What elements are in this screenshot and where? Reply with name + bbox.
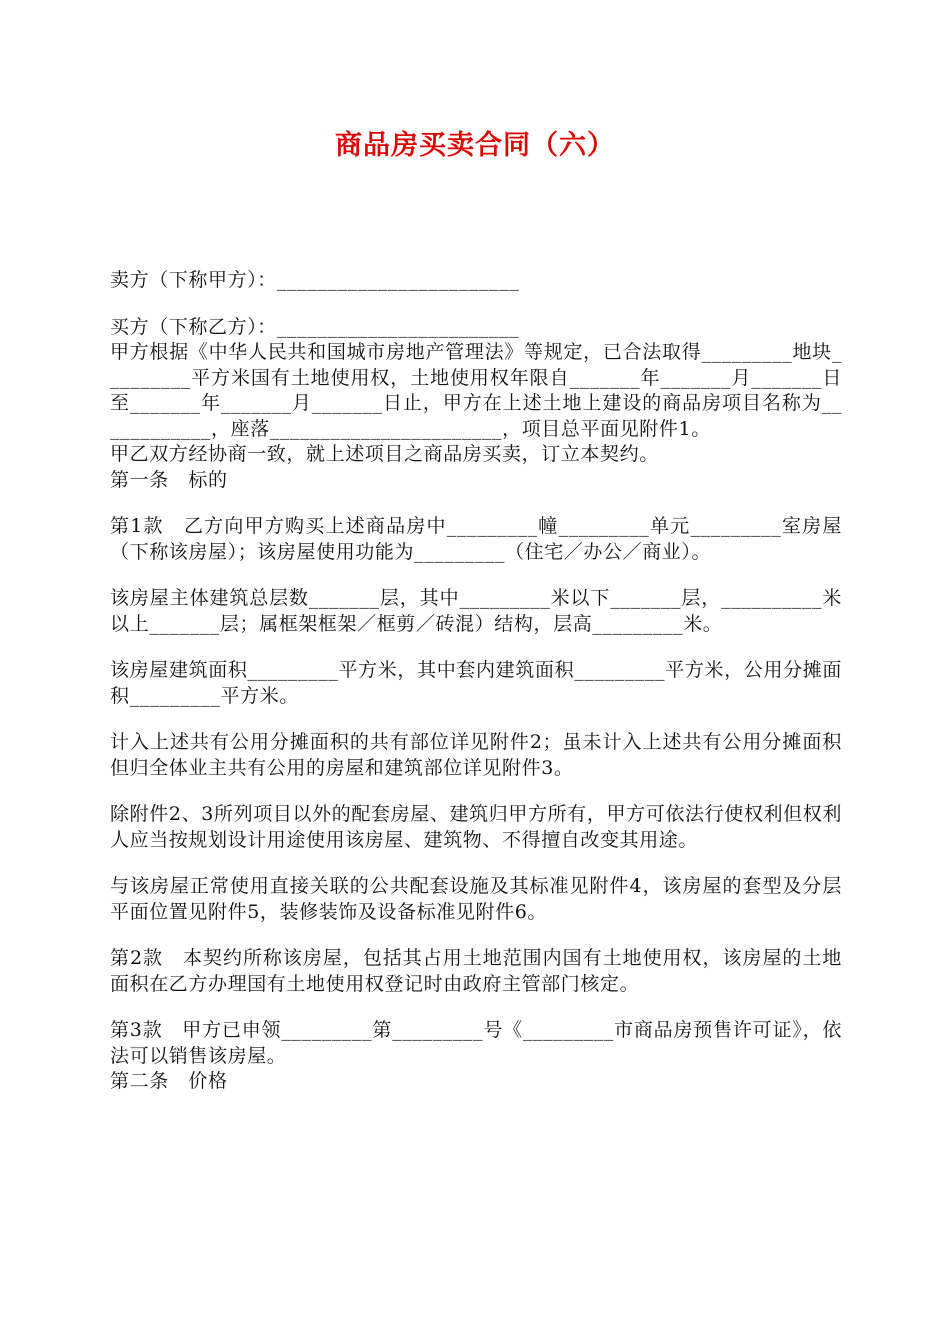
paragraph-gap <box>110 493 842 514</box>
paragraph-gap <box>110 997 842 1018</box>
clause-3-paragraph: 第3款 甲方已申领_________第_________号《_________市商品房预售许可证》，依法可以销售该房屋。 <box>110 1019 842 1067</box>
facilities-paragraph: 与该房屋正常使用直接关联的公共配套设施及其标准见附件4，该房屋的套型及分层平面位置见附件5，装修装饰及设备标准见附件6。 <box>110 875 842 923</box>
document-body <box>110 268 842 1095</box>
clause-1-paragraph: 第1款 乙方向甲方购买上述商品房中_________幢_________单元_________室房屋（下称该房屋）；该房屋使用功能为_________（住宅／办公／商业）。 <box>110 515 842 563</box>
paragraph-gap <box>110 565 842 586</box>
seller-line: 卖方（下称甲方）：________________________ <box>110 269 520 291</box>
paragraph-gap <box>110 709 842 730</box>
paragraph-gap <box>110 294 842 315</box>
land-rights-paragraph: 甲方根据《中华人民共和国城市房地产管理法》等规定，已合法取得_________地块_________平方米国有土地使用权，土地使用权年限自_______年_______月_______日至_______年_______月_______日止，甲方在上述土地上建设的商品房项目名称为____________，座落_______________________，项目总平面见附件1。 <box>110 341 842 440</box>
paragraph-gap <box>110 781 842 802</box>
paragraph-gap <box>110 925 842 946</box>
clause-2-paragraph: 第2款 本契约所称该房屋，包括其占用土地范围内国有土地使用权，该房屋的土地面积在乙方办理国有土地使用权登记时由政府主管部门核定。 <box>110 947 842 995</box>
floors-paragraph: 该房屋主体建筑总层数_______层，其中_________米以下_______层，__________米以上_______层；属框架框架／框剪／砖混）结构，层高_________米。 <box>110 587 842 635</box>
paragraph-gap <box>110 853 842 874</box>
document-title: 商品房买卖合同（六） <box>335 130 615 161</box>
area-paragraph: 该房屋建筑面积_________平方米，其中套内建筑面积_________平方米，公用分摊面积_________平方米。 <box>110 659 842 707</box>
article-1-heading: 第一条 标的 <box>110 468 228 491</box>
agreement-paragraph: 甲乙双方经协商一致，就上述项目之商品房买卖，订立本契约。 <box>110 443 659 465</box>
paragraph-gap <box>110 637 842 658</box>
article-2-heading: 第二条 价格 <box>110 1070 228 1092</box>
shared-parts-paragraph: 计入上述共有公用分摊面积的共有部位详见附件2；虽未计入上述共有公用分摊面积但归全体业主共有公用的房屋和建筑部位详见附件3。 <box>110 731 842 779</box>
supporting-buildings-paragraph: 除附件2、3所列项目以外的配套房屋、建筑归甲方所有，甲方可依法行使权利但权利人应当按规划设计用途使用该房屋、建筑物、不得擅自改变其用途。 <box>110 803 842 851</box>
buyer-line: 买方（下称乙方）：________________________ <box>110 315 520 338</box>
